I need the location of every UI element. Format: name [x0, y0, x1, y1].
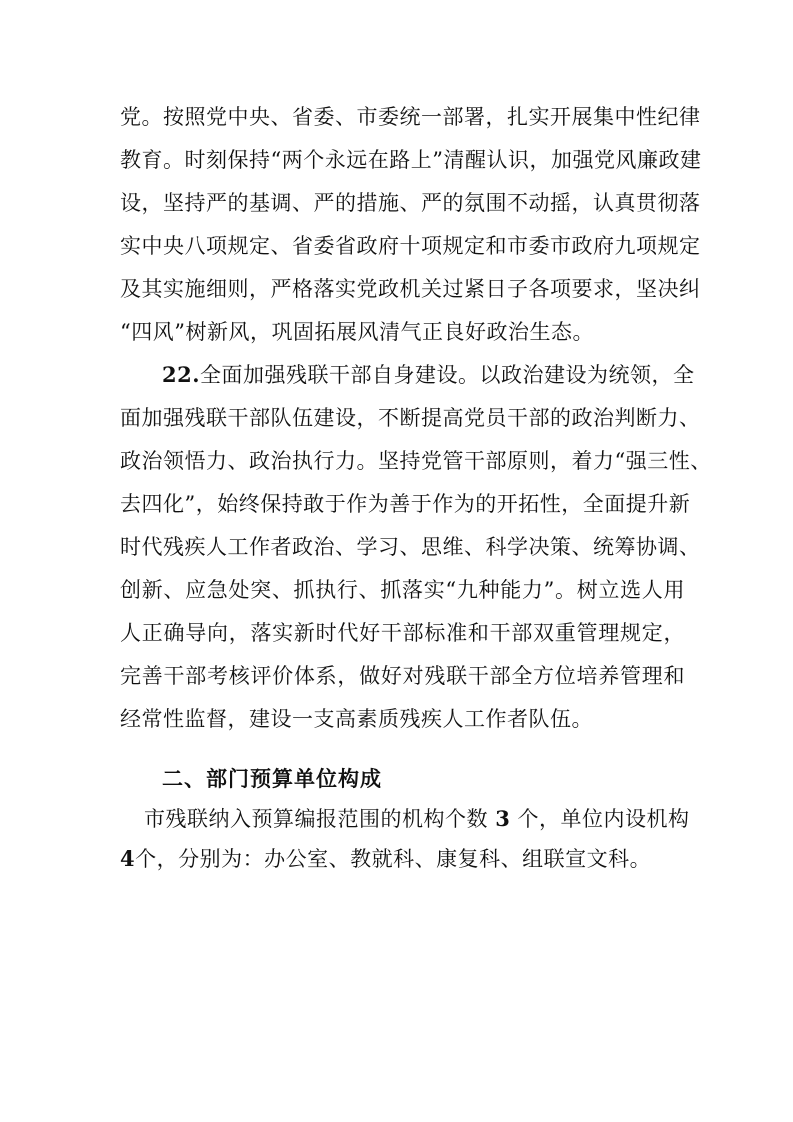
- paragraph-line: 面加强残联干部队伍建设，不断提高党员干部的政治判断力、: [120, 406, 701, 430]
- paragraph-line: 及其实施细则，严格落实党政机关过紧日子各项要求，坚决纠: [120, 277, 701, 301]
- paragraph-line: 创新、应急处突、抓执行、抓落实“九种能力”。树立选人用: [120, 578, 685, 602]
- paragraph-line: 教育。时刻保持“两个永远在路上”清醒认识，加强党风廉政建: [120, 148, 702, 172]
- paragraph-line: 人正确导向，落实新时代好干部标准和干部双重管理规定，: [120, 621, 685, 645]
- internal-count: 4: [120, 846, 136, 871]
- section-body-text: 市残联纳入预算编报范围的机构个数: [144, 807, 488, 831]
- paragraph-line: 设，坚持严的基调、严的措施、严的氛围不动摇，认真贯彻落: [120, 191, 701, 215]
- institution-count: 3: [495, 806, 511, 831]
- paragraph-line-text: 全面加强残联干部自身建设。以政治建设为统领，全: [200, 363, 695, 387]
- section-body: [120, 799, 695, 879]
- paragraph-line: 时代残疾人工作者政治、学习、思维、科学决策、统筹协调、: [120, 535, 701, 559]
- paragraph-line: 实中央八项规定、省委省政府十项规定和市委市政府九项规定: [120, 234, 701, 258]
- paragraph-line: 经常性监督，建设一支高素质残疾人工作者队伍。: [120, 707, 593, 731]
- paragraph-22-first-line: [162, 355, 695, 395]
- item-number: 22.: [162, 362, 201, 387]
- paragraph-line: “四风”树新风，巩固拓展风清气正良好政治生态。: [120, 320, 594, 344]
- section-heading: 二、部门预算单位构成: [162, 767, 382, 791]
- paragraph-line: 政治领悟力、政治执行力。坚持党管干部原则，着力“强三性、: [120, 449, 712, 473]
- paragraph-line: 党。按照党中央、省委、市委统一部署，扎实开展集中性纪律: [120, 105, 701, 129]
- section-body-text: 个，分别为：办公室、教就科、康复科、组联宣文科。: [135, 847, 652, 871]
- paragraph-line: 完善干部考核评价体系，做好对残联干部全方位培养管理和: [120, 664, 685, 688]
- paragraph-line: 去四化”，始终保持敢于作为善于作为的开拓性，全面提升新: [120, 492, 691, 516]
- section-body-text: 个，单位内设机构: [517, 807, 690, 831]
